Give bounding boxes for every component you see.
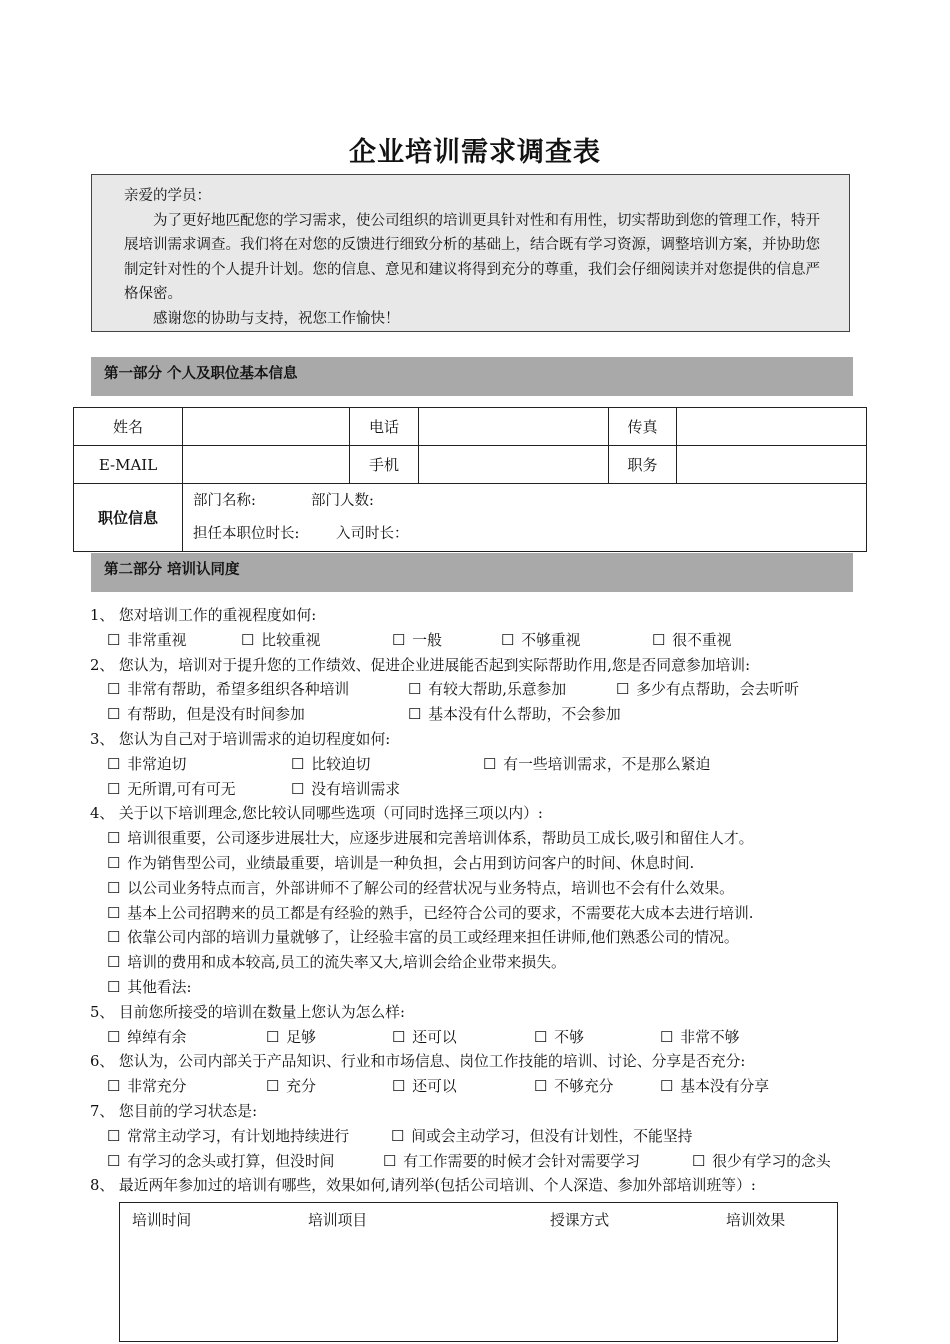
checkbox-icon[interactable]: ☐ <box>692 1152 706 1170</box>
intro-thanks: 感谢您的协助与支持，祝您工作愉快！ <box>153 310 400 327</box>
option[interactable]: ☐ 有一些培训需求，不是那么紧迫 <box>483 755 711 773</box>
checkbox-icon[interactable]: ☐ <box>501 631 515 649</box>
phone-field[interactable] <box>419 408 609 446</box>
option[interactable]: ☐ 不够重视 <box>501 631 581 649</box>
checkbox-icon[interactable]: ☐ <box>660 1028 674 1046</box>
dept-name-label: 部门名称: <box>193 492 256 509</box>
option[interactable]: ☐ 有学习的念头或打算，但没时间 <box>107 1152 335 1170</box>
checkbox-icon[interactable]: ☐ <box>391 1127 405 1145</box>
checkbox-icon[interactable]: ☐ <box>383 1152 397 1170</box>
checkbox-icon[interactable]: ☐ <box>392 1078 406 1096</box>
option[interactable]: ☐ 非常不够 <box>660 1028 740 1046</box>
option-row <box>90 976 870 1001</box>
checkbox-icon[interactable]: ☐ <box>107 854 121 872</box>
intro-body: 为了更好地匹配您的学习需求，使公司组织的培训更具针对性和有用性，切实帮助到您的管理工作，特开展培训需求调查。我们将在对您的反馈进行细致分析的基础上，结合既有学习资源，调整培训方案，并协助您制定针对性的个人提升计划。您的信息、意见和建议将得到充分的尊重，我们会仔细阅读并对您提供的信息严格保密。 <box>124 212 820 302</box>
option[interactable]: ☐ 常常主动学习，有计划地持续进行 <box>107 1127 350 1145</box>
question-4: 4、 关于以下培训理念,您比较认同哪些选项（可同时选择三项以内）: <box>90 805 543 823</box>
checkbox-icon[interactable]: ☐ <box>534 1028 548 1046</box>
checkbox-icon[interactable]: ☐ <box>107 978 121 996</box>
option-row <box>90 703 870 728</box>
question-7: 7、 您目前的学习状态是: <box>90 1102 258 1120</box>
checkbox-icon[interactable]: ☐ <box>107 706 121 724</box>
option[interactable]: ☐ 无所谓,可有可无 <box>107 780 236 798</box>
question-2: 2、 您认为，培训对于提升您的工作绩效、促进企业进展能否起到实际帮助作用,您是否同意参加培训: <box>90 656 751 674</box>
option[interactable]: ☐ 足够 <box>266 1028 316 1046</box>
checkbox-icon[interactable]: ☐ <box>107 1152 121 1170</box>
section-heading-part1: 第一部分 个人及职位基本信息 <box>91 357 853 396</box>
join-label: 入司时长： <box>336 525 409 542</box>
checkbox-icon[interactable]: ☐ <box>107 631 121 649</box>
checkbox-icon[interactable]: ☐ <box>652 631 666 649</box>
question-5: 5、 目前您所接受的培训在数量上您认为怎么样: <box>90 1003 406 1021</box>
checkbox-icon[interactable]: ☐ <box>660 1078 674 1096</box>
option-row <box>90 629 870 654</box>
checkbox-icon[interactable]: ☐ <box>266 1028 280 1046</box>
checkbox-icon[interactable]: ☐ <box>483 755 497 773</box>
option-row <box>90 852 870 877</box>
intro-box <box>91 174 850 332</box>
option[interactable]: ☐ 比较迫切 <box>291 755 371 773</box>
question-6: 6、 您认为，公司内部关于产品知识、行业和市场信息、岗位工作技能的培训、讨论、分享是否充分: <box>90 1053 746 1071</box>
col-header-project: 培训项目 <box>308 1212 368 1229</box>
phone-label: 电话 <box>350 408 419 446</box>
option-row <box>90 1125 870 1150</box>
questions-list <box>90 604 870 1199</box>
checkbox-icon[interactable]: ☐ <box>241 631 255 649</box>
name-field[interactable] <box>183 408 350 446</box>
checkbox-icon[interactable]: ☐ <box>107 1127 121 1145</box>
option[interactable]: ☐ 有工作需要的时候才会针对需要学习 <box>383 1152 641 1170</box>
option[interactable]: ☐ 很不重视 <box>652 631 732 649</box>
checkbox-icon[interactable]: ☐ <box>392 1028 406 1046</box>
option[interactable]: ☐ 比较重视 <box>241 631 321 649</box>
checkbox-icon[interactable]: ☐ <box>408 706 422 724</box>
checkbox-icon[interactable]: ☐ <box>107 904 121 922</box>
position-field[interactable] <box>677 446 867 484</box>
col-header-method: 授课方式 <box>550 1212 610 1229</box>
mobile-label: 手机 <box>350 446 419 484</box>
option[interactable]: ☐ 不够 <box>534 1028 584 1046</box>
option-row <box>90 1150 870 1175</box>
basic-info-table <box>73 407 867 552</box>
job-info-label: 职位信息 <box>74 484 183 552</box>
option[interactable]: ☐ 非常迫切 <box>107 755 187 773</box>
option[interactable]: ☐ 非常有帮助，希望多组织各种培训 <box>107 681 350 699</box>
checkbox-icon[interactable]: ☐ <box>107 830 121 848</box>
option[interactable]: ☐ 非常重视 <box>107 631 187 649</box>
checkbox-icon[interactable]: ☐ <box>392 631 406 649</box>
checkbox-icon[interactable]: ☐ <box>107 1078 121 1096</box>
checkbox-icon[interactable]: ☐ <box>107 681 121 699</box>
mobile-field[interactable] <box>419 446 609 484</box>
option[interactable]: ☐ 一般 <box>392 631 442 649</box>
page-title: 企业培训需求调查表 <box>349 137 601 168</box>
checkbox-icon[interactable]: ☐ <box>107 929 121 947</box>
option[interactable]: ☐ 很少有学习的念头 <box>692 1152 831 1170</box>
option[interactable]: ☐ 依靠公司内部的培训力量就够了，让经验丰富的员工或经理来担任讲师,他们熟悉公司的情况。 <box>107 929 739 947</box>
question-3: 3、 您认为自己对于培训需求的迫切程度如何: <box>90 730 391 748</box>
position-label: 职务 <box>609 446 677 484</box>
option-row <box>90 1075 870 1100</box>
option[interactable]: ☐ 还可以 <box>392 1028 457 1046</box>
fax-field[interactable] <box>677 408 867 446</box>
checkbox-icon[interactable]: ☐ <box>107 954 121 972</box>
option[interactable]: ☐ 基本没有分享 <box>660 1078 770 1096</box>
option-row <box>90 678 870 703</box>
option[interactable]: ☐ 充分 <box>266 1078 316 1096</box>
option[interactable]: ☐ 培训很重要，公司逐步进展壮大，应逐步进展和完善培训体系，帮助员工成长,吸引和留住人才。 <box>107 830 754 848</box>
col-header-time: 培训时间 <box>132 1212 192 1229</box>
question-8: 8、 最近两年参加过的培训有哪些，效果如何,请列举(包括公司培训、个人深造、参加外部培训班等）: <box>90 1177 756 1195</box>
checkbox-icon[interactable]: ☐ <box>291 780 305 798</box>
dept-count-label: 部门人数: <box>311 492 374 509</box>
intro-greeting: 亲爱的学员： <box>124 188 211 204</box>
option-row <box>90 1026 870 1051</box>
option-row <box>90 902 870 927</box>
checkbox-icon[interactable]: ☐ <box>107 879 121 897</box>
checkbox-icon[interactable]: ☐ <box>616 681 630 699</box>
section-heading-part2: 第二部分 培训认同度 <box>91 553 853 592</box>
option[interactable]: ☐ 以公司业务特点而言，外部讲师不了解公司的经营状况与业务特点，培训也不会有什么效果。 <box>107 879 734 897</box>
option[interactable]: ☐ 其他看法: <box>107 978 192 996</box>
option[interactable]: ☐ 有帮助，但是没有时间参加 <box>107 706 305 724</box>
option[interactable]: ☐ 基本上公司招聘来的员工都是有经验的熟手，已经符合公司的要求，不需要花大成本去进行培训. <box>107 904 754 922</box>
checkbox-icon[interactable]: ☐ <box>266 1078 280 1096</box>
checkbox-icon[interactable]: ☐ <box>107 1028 121 1046</box>
option[interactable]: ☐ 基本没有什么帮助，不会参加 <box>408 706 621 724</box>
checkbox-icon[interactable]: ☐ <box>291 755 305 773</box>
email-field[interactable] <box>183 446 350 484</box>
fax-label: 传真 <box>609 408 677 446</box>
name-label: 姓名 <box>74 408 183 446</box>
option-row <box>90 926 870 951</box>
checkbox-icon[interactable]: ☐ <box>408 681 422 699</box>
checkbox-icon[interactable]: ☐ <box>534 1078 548 1096</box>
option-row <box>90 827 870 852</box>
option[interactable]: ☐ 非常充分 <box>107 1078 187 1096</box>
job-info-field[interactable] <box>183 484 867 552</box>
option[interactable]: ☐ 间或会主动学习，但没有计划性，不能坚持 <box>391 1127 693 1145</box>
option[interactable]: ☐ 还可以 <box>392 1078 457 1096</box>
tenure-label: 担任本职位时长: <box>193 525 300 542</box>
option[interactable]: ☐ 不够充分 <box>534 1078 614 1096</box>
option[interactable]: ☐ 培训的费用和成本较高,员工的流失率又大,培训会给企业带来损失。 <box>107 954 566 972</box>
option[interactable]: ☐ 没有培训需求 <box>291 780 401 798</box>
option[interactable]: ☐ 绰绰有余 <box>107 1028 187 1046</box>
option[interactable]: ☐ 有较大帮助,乐意参加 <box>408 681 567 699</box>
checkbox-icon[interactable]: ☐ <box>107 780 121 798</box>
checkbox-icon[interactable]: ☐ <box>107 755 121 773</box>
option-row <box>90 753 870 778</box>
option[interactable]: ☐ 多少有点帮助，会去听听 <box>616 681 800 699</box>
option[interactable]: ☐ 作为销售型公司，业绩最重要，培训是一种负担，会占用到访问客户的时间、休息时间. <box>107 854 695 872</box>
col-header-effect: 培训效果 <box>726 1212 786 1229</box>
option-row <box>90 877 870 902</box>
option-row <box>90 951 870 976</box>
email-label: E-MAIL <box>74 446 183 484</box>
option-row <box>90 778 870 803</box>
training-history-table[interactable] <box>119 1202 838 1342</box>
question-1: 1、 您对培训工作的重视程度如何: <box>90 607 317 624</box>
